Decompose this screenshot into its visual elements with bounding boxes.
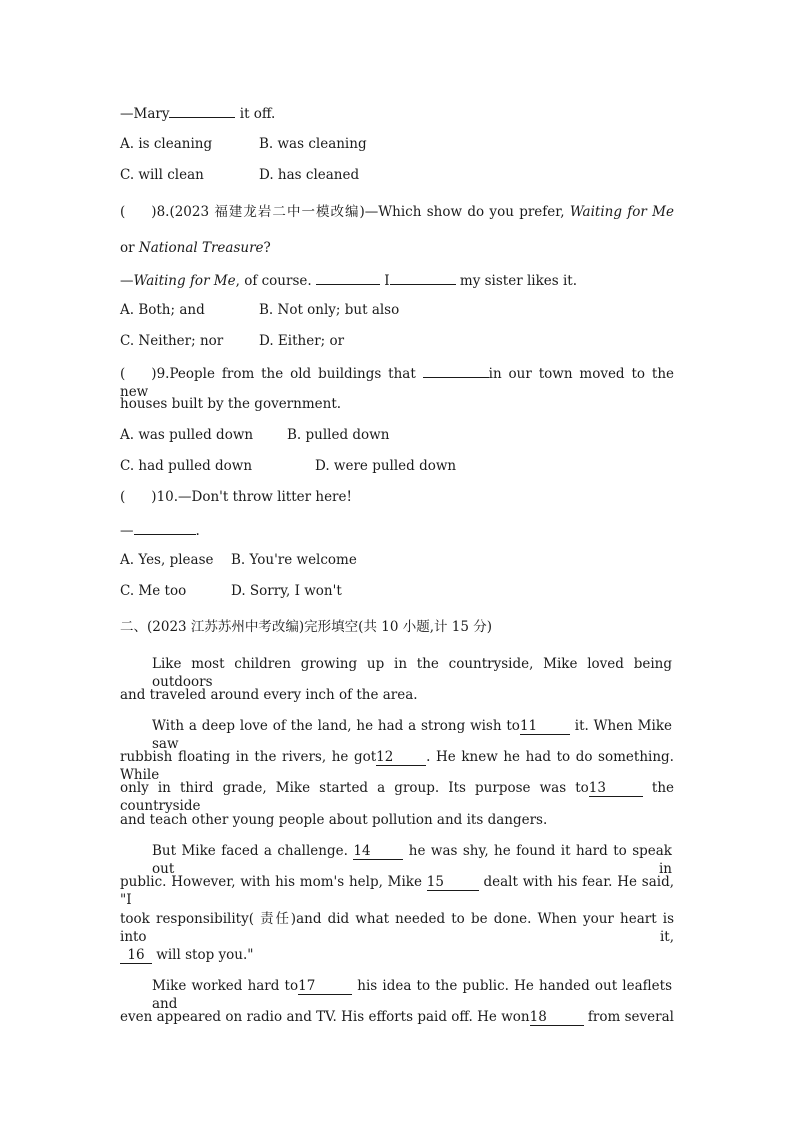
q8-show2: National Treasure <box>138 240 264 256</box>
q10-paren: ( ) <box>120 489 157 505</box>
section-heading: 二、(2023 江苏苏州中考改编)完形填空(共 10 小题,计 15 分) <box>120 619 493 635</box>
q9-blank <box>423 363 489 378</box>
q10-blank <box>134 520 196 535</box>
q8-paren: ( ) <box>120 204 157 220</box>
q10-answer-line: — . <box>120 520 674 540</box>
q9-paren: ( ) <box>120 366 157 382</box>
q8-option-b: B. Not only; but also <box>259 302 400 318</box>
passage-p3-line4: 16 will stop you." <box>120 946 674 964</box>
passage-p2-line2: rubbish floating in the rivers, he got12 . He knew he had to do something. While <box>120 749 674 783</box>
q9-stem-line1: ( )9.People from the old buildings that in our town moved to the new <box>120 363 674 401</box>
cloze-blank-18: 18 <box>530 1009 584 1026</box>
q8-option-c: C. Neither; nor <box>120 333 224 349</box>
passage-p4-line1: Mike worked hard to17 his idea to the public. He handed out leaflets and <box>152 978 673 1012</box>
q9-option-b: B. pulled down <box>287 427 390 443</box>
q8-stem-line2: or National Treasure? <box>120 240 271 256</box>
q9-stem-line2: houses built by the government. <box>120 396 342 412</box>
q7-answer-line <box>120 103 674 123</box>
passage-p3-line3: took responsibility( 责任)and did what needed to be done. When your heart is into it, <box>120 911 674 945</box>
q9-option-c: C. had pulled down <box>120 458 253 474</box>
q8-option-a: A. Both; and <box>120 302 205 318</box>
q7-option-c: C. will clean <box>120 167 204 183</box>
q8-blank2 <box>390 270 456 285</box>
cloze-blank-11: 11 <box>520 718 570 735</box>
q9-option-a: A. was pulled down <box>120 427 254 443</box>
cloze-blank-16: 16 <box>120 947 152 964</box>
q7-option-d: D. has cleaned <box>259 167 360 183</box>
passage-p1-line1: Like most children growing up in the countryside, Mike loved being outdoors <box>152 656 672 690</box>
passage-p2-line4: and teach other young people about pollution and its dangers. <box>120 812 548 828</box>
q10-option-c: C. Me too <box>120 583 187 599</box>
q8-source: 8.(2023 福建龙岩二中一模改编) <box>156 204 365 220</box>
passage-p3-line1: But Mike faced a challenge. 14 he was shy, he found it hard to speak out in <box>152 843 672 877</box>
passage-p1-line2: and traveled around every inch of the area. <box>120 687 418 703</box>
q8-option-d: D. Either; or <box>259 333 345 349</box>
q8-blank1 <box>316 270 380 285</box>
passage-p2-line3: only in third grade, Mike started a group. Its purpose was to13 the countryside <box>120 780 675 814</box>
passage-p4-line2: even appeared on radio and TV. His efforts paid off. He won18 from several <box>120 1009 674 1025</box>
q7-speaker: —Mary <box>120 106 170 122</box>
cloze-blank-12: 12 <box>376 749 426 766</box>
q10-option-d: D. Sorry, I won't <box>231 583 342 599</box>
q10-option-a: A. Yes, please <box>120 552 214 568</box>
q9-option-d: D. were pulled down <box>315 458 457 474</box>
q8-answer-line: —Waiting for Me, of course. I my sister likes it. <box>120 270 674 290</box>
q7-option-b: B. was cleaning <box>259 136 367 152</box>
q7-tail: it off. <box>239 106 276 122</box>
q10-option-b: B. You're welcome <box>231 552 357 568</box>
passage-p3-line2: public. However, with his mom's help, Mike 15 dealt with his fear. He said, "I <box>120 874 675 908</box>
q7-option-a: A. is cleaning <box>120 136 213 152</box>
q8-stem-line1: ( )8.(2023 福建龙岩二中一模改编)—Which show do you prefer, Waiting for Me <box>120 204 674 220</box>
cloze-blank-17: 17 <box>298 978 352 995</box>
q10-stem: ( )10.—Don't throw litter here! <box>120 489 352 505</box>
cloze-blank-13: 13 <box>589 780 643 797</box>
cloze-blank-14: 14 <box>353 843 403 860</box>
q8-show1: Waiting for Me <box>569 204 674 220</box>
q7-blank <box>169 103 235 118</box>
passage-p2-line1: With a deep love of the land, he had a strong wish to11 it. When Mike saw <box>152 718 672 752</box>
cloze-blank-15: 15 <box>427 874 479 891</box>
